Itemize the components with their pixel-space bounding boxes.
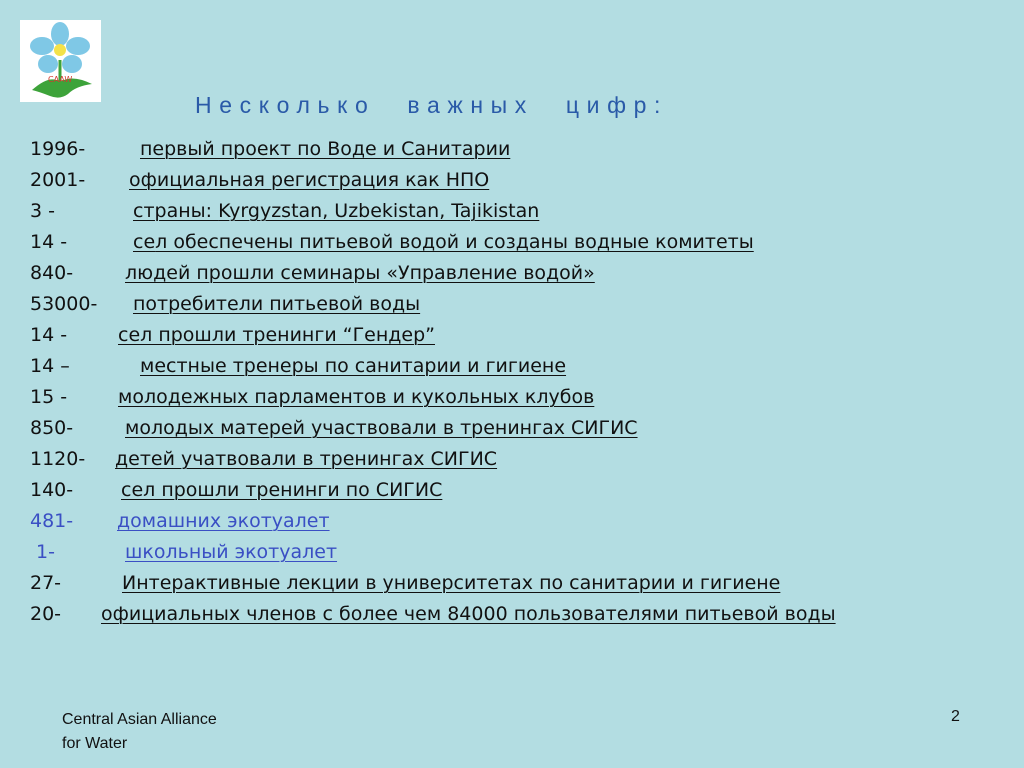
fact-number: 1120- — [30, 448, 86, 470]
fact-row — [30, 196, 836, 227]
caaw-logo — [20, 20, 101, 102]
fact-row — [30, 413, 836, 444]
fact-description: потребители питьевой воды — [133, 293, 421, 315]
fact-row — [30, 444, 836, 475]
facts-list — [30, 134, 836, 630]
footer-organization — [62, 708, 217, 756]
fact-row — [30, 599, 836, 630]
fact-description: молодежных парламентов и кукольных клубов — [118, 386, 595, 408]
fact-description: детей учатвовали в тренингах СИГИС — [115, 448, 498, 470]
fact-description: официальных членов с более чем 84000 пользователями питьевой воды — [101, 603, 836, 625]
footer-org-line1: Central Asian Alliance — [62, 711, 217, 728]
fact-description: людей прошли семинары «Управление водой» — [125, 262, 595, 284]
fact-description: сел прошли тренинги по СИГИС — [121, 479, 443, 501]
fact-row — [30, 568, 836, 599]
fact-number: 27- — [30, 572, 62, 594]
fact-row — [30, 227, 836, 258]
fact-row — [30, 351, 836, 382]
fact-row — [30, 289, 836, 320]
fact-number: 3 - — [30, 200, 55, 222]
fact-description: л обеспечены питьевой водой и созданы водные комитеты — [155, 231, 754, 253]
fact-row — [30, 258, 836, 289]
fact-description: первый проект по Воде и Санитарии — [140, 138, 511, 160]
fact-row — [30, 320, 836, 351]
fact-number: 2001- — [30, 169, 86, 191]
fact-row — [30, 134, 836, 165]
fact-description: молодых матерей участвовали в тренингах СИГИС — [125, 417, 638, 439]
fact-number: 14 – — [30, 355, 70, 377]
fact-row-link[interactable] — [30, 506, 836, 537]
fact-number: 850- — [30, 417, 74, 439]
fact-number: 14 - — [30, 324, 68, 346]
svg-text:CAAW: CAAW — [48, 75, 73, 84]
flower-logo-icon — [20, 20, 101, 102]
fact-number: 20- — [30, 603, 62, 625]
fact-description: домашних экотуалет — [117, 510, 330, 532]
fact-number: 840- — [30, 262, 74, 284]
fact-description: местные тренеры по санитарии и гигиене — [140, 355, 567, 377]
fact-description-prefix: се — [133, 231, 156, 253]
fact-description: сел прошли тренинги “Гендер” — [118, 324, 435, 346]
fact-number: 1996- — [30, 138, 86, 160]
fact-row — [30, 475, 836, 506]
fact-description-prefix: страны: — [133, 200, 219, 222]
slide-heading: Несколько важных цифр: — [195, 92, 669, 118]
fact-row — [30, 165, 836, 196]
fact-number: 14 - — [30, 231, 68, 253]
fact-row — [30, 382, 836, 413]
fact-row-link[interactable] — [30, 537, 836, 568]
fact-number: 140- — [30, 479, 74, 501]
fact-number: 15 - — [30, 386, 68, 408]
fact-description: Интерактивные лекции в университетах по санитарии и гигиене — [122, 572, 781, 594]
fact-number: 53000- — [30, 293, 98, 315]
fact-number: 481- — [30, 510, 74, 532]
fact-description: официальная регистрация как НПО — [129, 169, 490, 191]
fact-description: школьный экотуалет — [125, 541, 338, 563]
fact-description: Kyrgyzstan, Uzbekistan, Tajikistan — [218, 200, 540, 222]
page-number: 2 — [951, 708, 960, 725]
fact-number: 1- — [30, 541, 55, 563]
footer-org-line2: for Water — [62, 735, 128, 752]
